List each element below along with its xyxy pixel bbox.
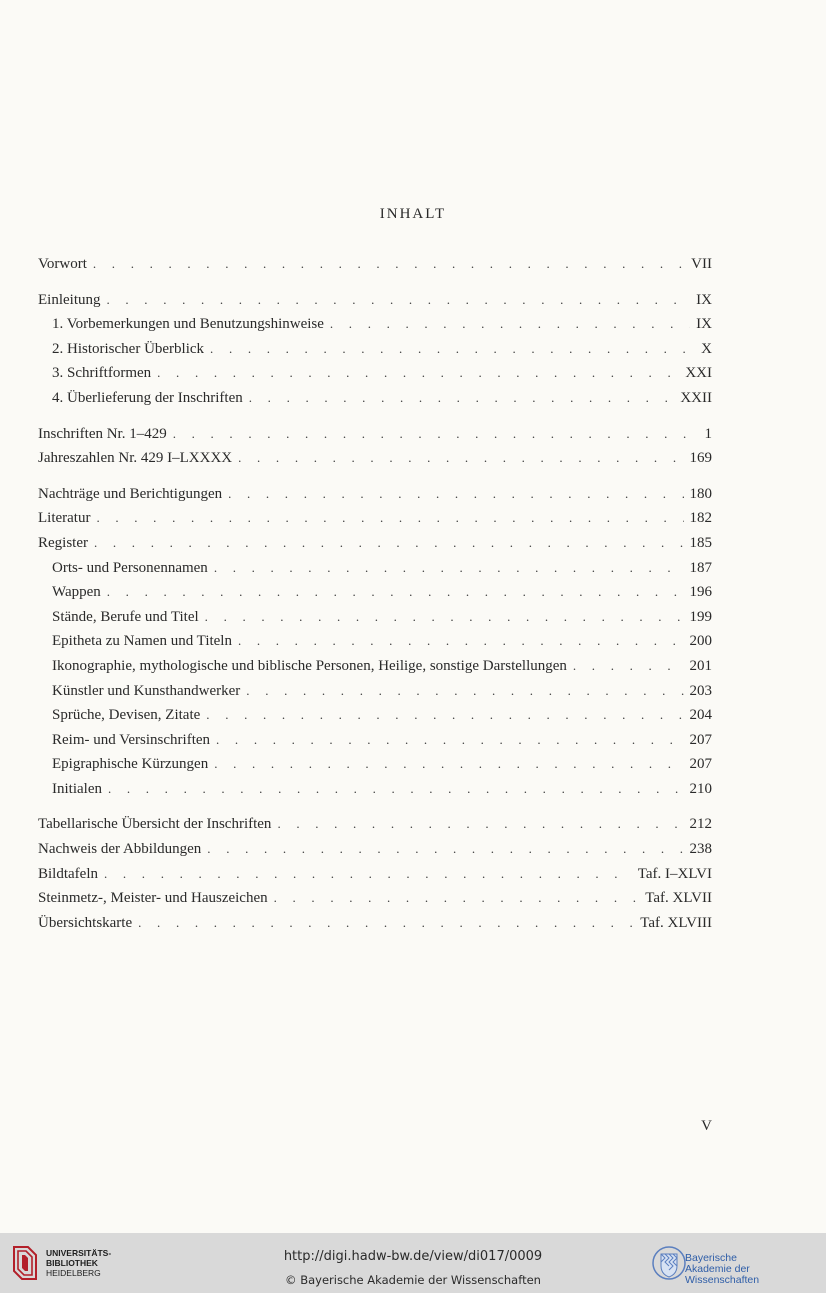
toc-page: 199 (689, 608, 712, 625)
academy-line: Bayerische (685, 1252, 737, 1264)
library-line: HEIDELBERG (46, 1268, 101, 1278)
toc-label: 2. Historischer Überblick (52, 340, 205, 357)
leader-dots (96, 510, 683, 526)
toc-label: Jahreszahlen Nr. 429 I–LXXXX (38, 450, 233, 467)
toc-entry-literatur (38, 510, 712, 535)
toc-page: 238 (689, 841, 712, 858)
toc-label: Epigraphische Kürzungen (52, 756, 209, 773)
toc-page: 169 (689, 450, 712, 467)
leader-dots (216, 732, 683, 748)
leader-dots (238, 450, 683, 466)
toc-label: Initialen (52, 780, 102, 797)
toc-label: 3. Schriftformen (52, 365, 152, 382)
leader-dots (238, 633, 684, 649)
page-number: V (701, 1118, 712, 1134)
leader-dots (330, 316, 690, 332)
toc-label: Sprüche, Devisen, Zitate (52, 707, 201, 724)
leader-dots (207, 841, 683, 857)
toc-label: Übersichtskarte (38, 914, 133, 931)
toc-entry-wappen (38, 584, 712, 609)
toc-page: 200 (689, 633, 712, 650)
toc-page: IX (696, 291, 712, 308)
toc-page: 207 (689, 731, 712, 748)
toc-entry-uebersichtskarte (38, 915, 712, 940)
toc-label: 1. Vorbemerkungen und Benutzungshinweise (52, 316, 324, 333)
toc-label: Wappen (52, 584, 101, 601)
footer-bar (0, 1233, 826, 1293)
toc-entry-orts-personennamen (38, 560, 712, 585)
library-line: BIBLIOTHEK (46, 1258, 98, 1268)
toc-label: Reim- und Versinschriften (52, 731, 211, 748)
toc-label: Nachweis der Abbildungen (38, 841, 202, 858)
leader-dots (107, 292, 691, 308)
toc-entry-vorwort (38, 256, 712, 281)
toc-entry-steinmetzzeichen (38, 890, 712, 915)
toc-page: 204 (689, 707, 712, 724)
toc-label: Nachträge und Berichtigungen (38, 485, 223, 502)
toc-entry-epitheta (38, 633, 712, 658)
leader-dots (246, 683, 683, 699)
academy-line: Akademie der Wissenschaften (685, 1263, 760, 1286)
leader-dots (249, 390, 675, 406)
toc-page: 203 (689, 682, 712, 699)
leader-dots (138, 915, 634, 931)
toc-entry-kuenstler (38, 683, 712, 708)
toc-entry-nachweis-abbildungen (38, 841, 712, 866)
toc-entry-sprueche (38, 707, 712, 732)
toc-page: Taf. XLVIII (640, 914, 712, 931)
copyright-notice: © Bayerische Akademie der Wissenschaften (285, 1273, 541, 1287)
leader-dots (94, 535, 684, 551)
toc-label: Vorwort (38, 256, 87, 272)
academy-name[interactable] (685, 1253, 826, 1286)
toc-entry-jahreszahlen (38, 450, 712, 475)
leader-dots (157, 365, 679, 381)
toc-entry-initialen (38, 781, 712, 806)
toc-page: Taf. XLVII (645, 890, 712, 907)
toc-label: Künstler und Kunsthandwerker (52, 682, 241, 699)
leader-dots (104, 866, 632, 882)
library-line: UNIVERSITÄTS- (46, 1248, 112, 1258)
toc-entry-ueberlieferung (38, 390, 712, 415)
toc-label: Inschriften Nr. 1–429 (38, 425, 167, 442)
toc-entry-nachtraege (38, 486, 712, 511)
toc-entry-tabellarische-uebersicht (38, 816, 712, 841)
toc-page: 210 (689, 780, 712, 797)
toc-page: 185 (689, 534, 712, 551)
toc-page: 212 (689, 816, 712, 833)
leader-dots (228, 486, 683, 502)
toc-page: 201 (689, 657, 712, 674)
toc-page: 1 (704, 425, 712, 442)
leader-dots (210, 341, 695, 357)
table-of-contents (38, 256, 712, 939)
toc-entry-reim-versinschriften (38, 732, 712, 757)
toc-label: Ikonographie, mythologische und biblische Personen, Heilige, sonstige Darstellungen (52, 657, 567, 674)
leader-dots (214, 756, 683, 772)
toc-entry-vorbemerkungen (38, 316, 712, 341)
toc-page: IX (696, 316, 712, 333)
toc-label: Literatur (38, 510, 91, 527)
toc-page: 196 (689, 584, 712, 601)
toc-label: Steinmetz-, Meister- und Hauszeichen (38, 890, 268, 907)
toc-entry-epigraphische-kuerzungen (38, 756, 712, 781)
toc-label: Orts- und Personennamen (52, 559, 208, 576)
leader-dots (214, 560, 684, 576)
leader-dots (206, 707, 683, 723)
toc-entry-staende (38, 609, 712, 634)
toc-label: Bildtafeln (38, 865, 98, 882)
toc-page: VII (691, 256, 712, 272)
leader-dots (107, 584, 684, 600)
toc-label: Tabellarische Übersicht der Inschriften (38, 816, 272, 833)
academy-logo-icon[interactable] (651, 1244, 687, 1282)
toc-entry-einleitung (38, 292, 712, 317)
permalink-url[interactable]: http://digi.hadw-bw.de/view/di017/0009 (283, 1249, 543, 1264)
page-title: INHALT (379, 206, 447, 222)
toc-page: 207 (689, 756, 712, 773)
toc-label: 4. Überlieferung der Inschriften (52, 389, 243, 406)
toc-page: XXI (685, 365, 712, 382)
leader-dots (173, 426, 699, 442)
toc-entry-register (38, 535, 712, 560)
toc-entry-inschriften (38, 426, 712, 451)
toc-page: 187 (689, 559, 712, 576)
toc-page: 182 (689, 510, 712, 527)
leader-dots (93, 256, 685, 272)
toc-page: XXII (680, 389, 712, 406)
leader-dots (573, 658, 684, 674)
toc-label: Epitheta zu Namen und Titeln (52, 633, 232, 650)
toc-entry-historischer-ueberblick (38, 341, 712, 366)
toc-page: X (701, 340, 712, 357)
toc-label: Stände, Berufe und Titel (52, 608, 199, 625)
leader-dots (205, 609, 684, 625)
toc-label: Einleitung (38, 291, 101, 308)
toc-entry-ikonographie (38, 658, 712, 683)
toc-page: Taf. I–XLVI (637, 865, 712, 882)
leader-dots (108, 781, 684, 797)
toc-label: Register (38, 534, 88, 551)
leader-dots (274, 890, 640, 906)
toc-entry-bildtafeln (38, 866, 712, 891)
toc-page: 180 (689, 485, 712, 502)
leader-dots (277, 816, 683, 832)
toc-entry-schriftformen (38, 365, 712, 390)
